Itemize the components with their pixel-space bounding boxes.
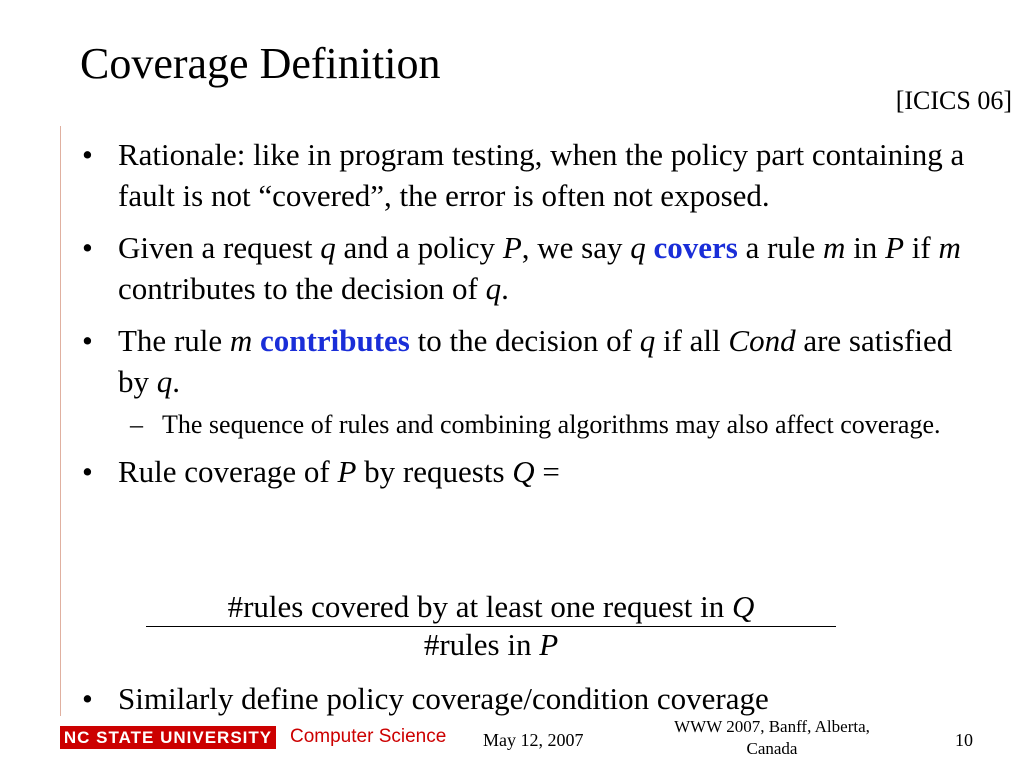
text-run: if all [655,323,729,358]
slide-title: Coverage Definition [80,39,441,88]
text-run: #rules covered by at least one request in [227,589,733,624]
text-run: , we say [521,230,631,265]
bullet-marker: • [82,681,93,716]
bullet-marker: • [82,137,93,172]
italic-term: P [337,454,357,489]
italic-term: q [485,271,502,306]
text-run: if [904,230,939,265]
text-run: to the decision of [409,323,640,358]
fraction-numerator [146,588,836,626]
text-run: are satisfied by [118,323,953,399]
footer-date: May 12, 2007 [483,730,584,750]
text-run: Similarly define policy coverage/condition coverage [118,681,769,716]
bullet-marker: • [82,230,93,265]
text-run: The rule [118,323,230,358]
text-run: contributes to the decision of [118,271,486,306]
italic-term: q [630,230,646,265]
italic-term: Cond [728,323,796,358]
bullet-text [118,230,961,306]
text-run: Rationale: like in program testing, when the policy part containing a fault is not “covered”, the error is often not exposed. [118,137,965,213]
bullet-marker: • [82,454,93,489]
text-run: Rule coverage of [118,454,338,489]
text-run: a rule [737,230,824,265]
bullet-marker: – [130,410,143,439]
bullet-list [80,134,980,503]
bullet-item [80,451,980,492]
bullet-item [80,227,980,309]
footer-conference: WWW 2007, Banff, Alberta, Canada [674,717,870,758]
fraction-denominator [146,627,836,663]
department-label: Computer Science [290,726,447,747]
ncsu-logo-text: NC STATE UNIVERSITY [63,728,273,747]
bullet-text [118,454,560,489]
italic-term: P [885,230,904,265]
bullet-text [118,137,964,213]
text-run: The sequence of rules and combining algorithms may also affect coverage. [162,410,941,439]
text-run: in [845,230,886,265]
italic-term: q [639,323,656,358]
keyword-term: contributes [260,323,410,358]
text-run [252,323,260,358]
italic-term: P [539,627,559,662]
text-run: and a policy [335,230,503,265]
bullet-item-last [80,678,769,719]
coverage-fraction [146,588,836,663]
text-run: . [501,271,509,306]
bullet-text [118,681,769,716]
text-run: = [534,454,560,489]
bullet-marker: • [82,323,93,358]
keyword-term: covers [653,230,738,265]
text-run: Given a request [118,230,321,265]
bullet-text [162,410,941,439]
bullet-item [80,320,980,402]
sub-bullet-item [80,407,980,442]
italic-term: Q [732,589,755,624]
citation: [ICICS 06] [895,86,1012,115]
italic-term: m [823,230,846,265]
text-run: by requests [356,454,513,489]
bullet-item [80,134,980,216]
italic-term: q [156,364,173,399]
italic-term: m [938,230,961,265]
text-run: . [172,364,180,399]
text-run: #rules in [423,627,540,662]
italic-term: Q [512,454,535,489]
italic-term: q [320,230,336,265]
slide-left-rule [60,126,61,716]
italic-term: m [229,323,253,358]
page-number: 10 [955,730,973,750]
bullet-text [118,323,952,399]
italic-term: P [502,230,522,265]
